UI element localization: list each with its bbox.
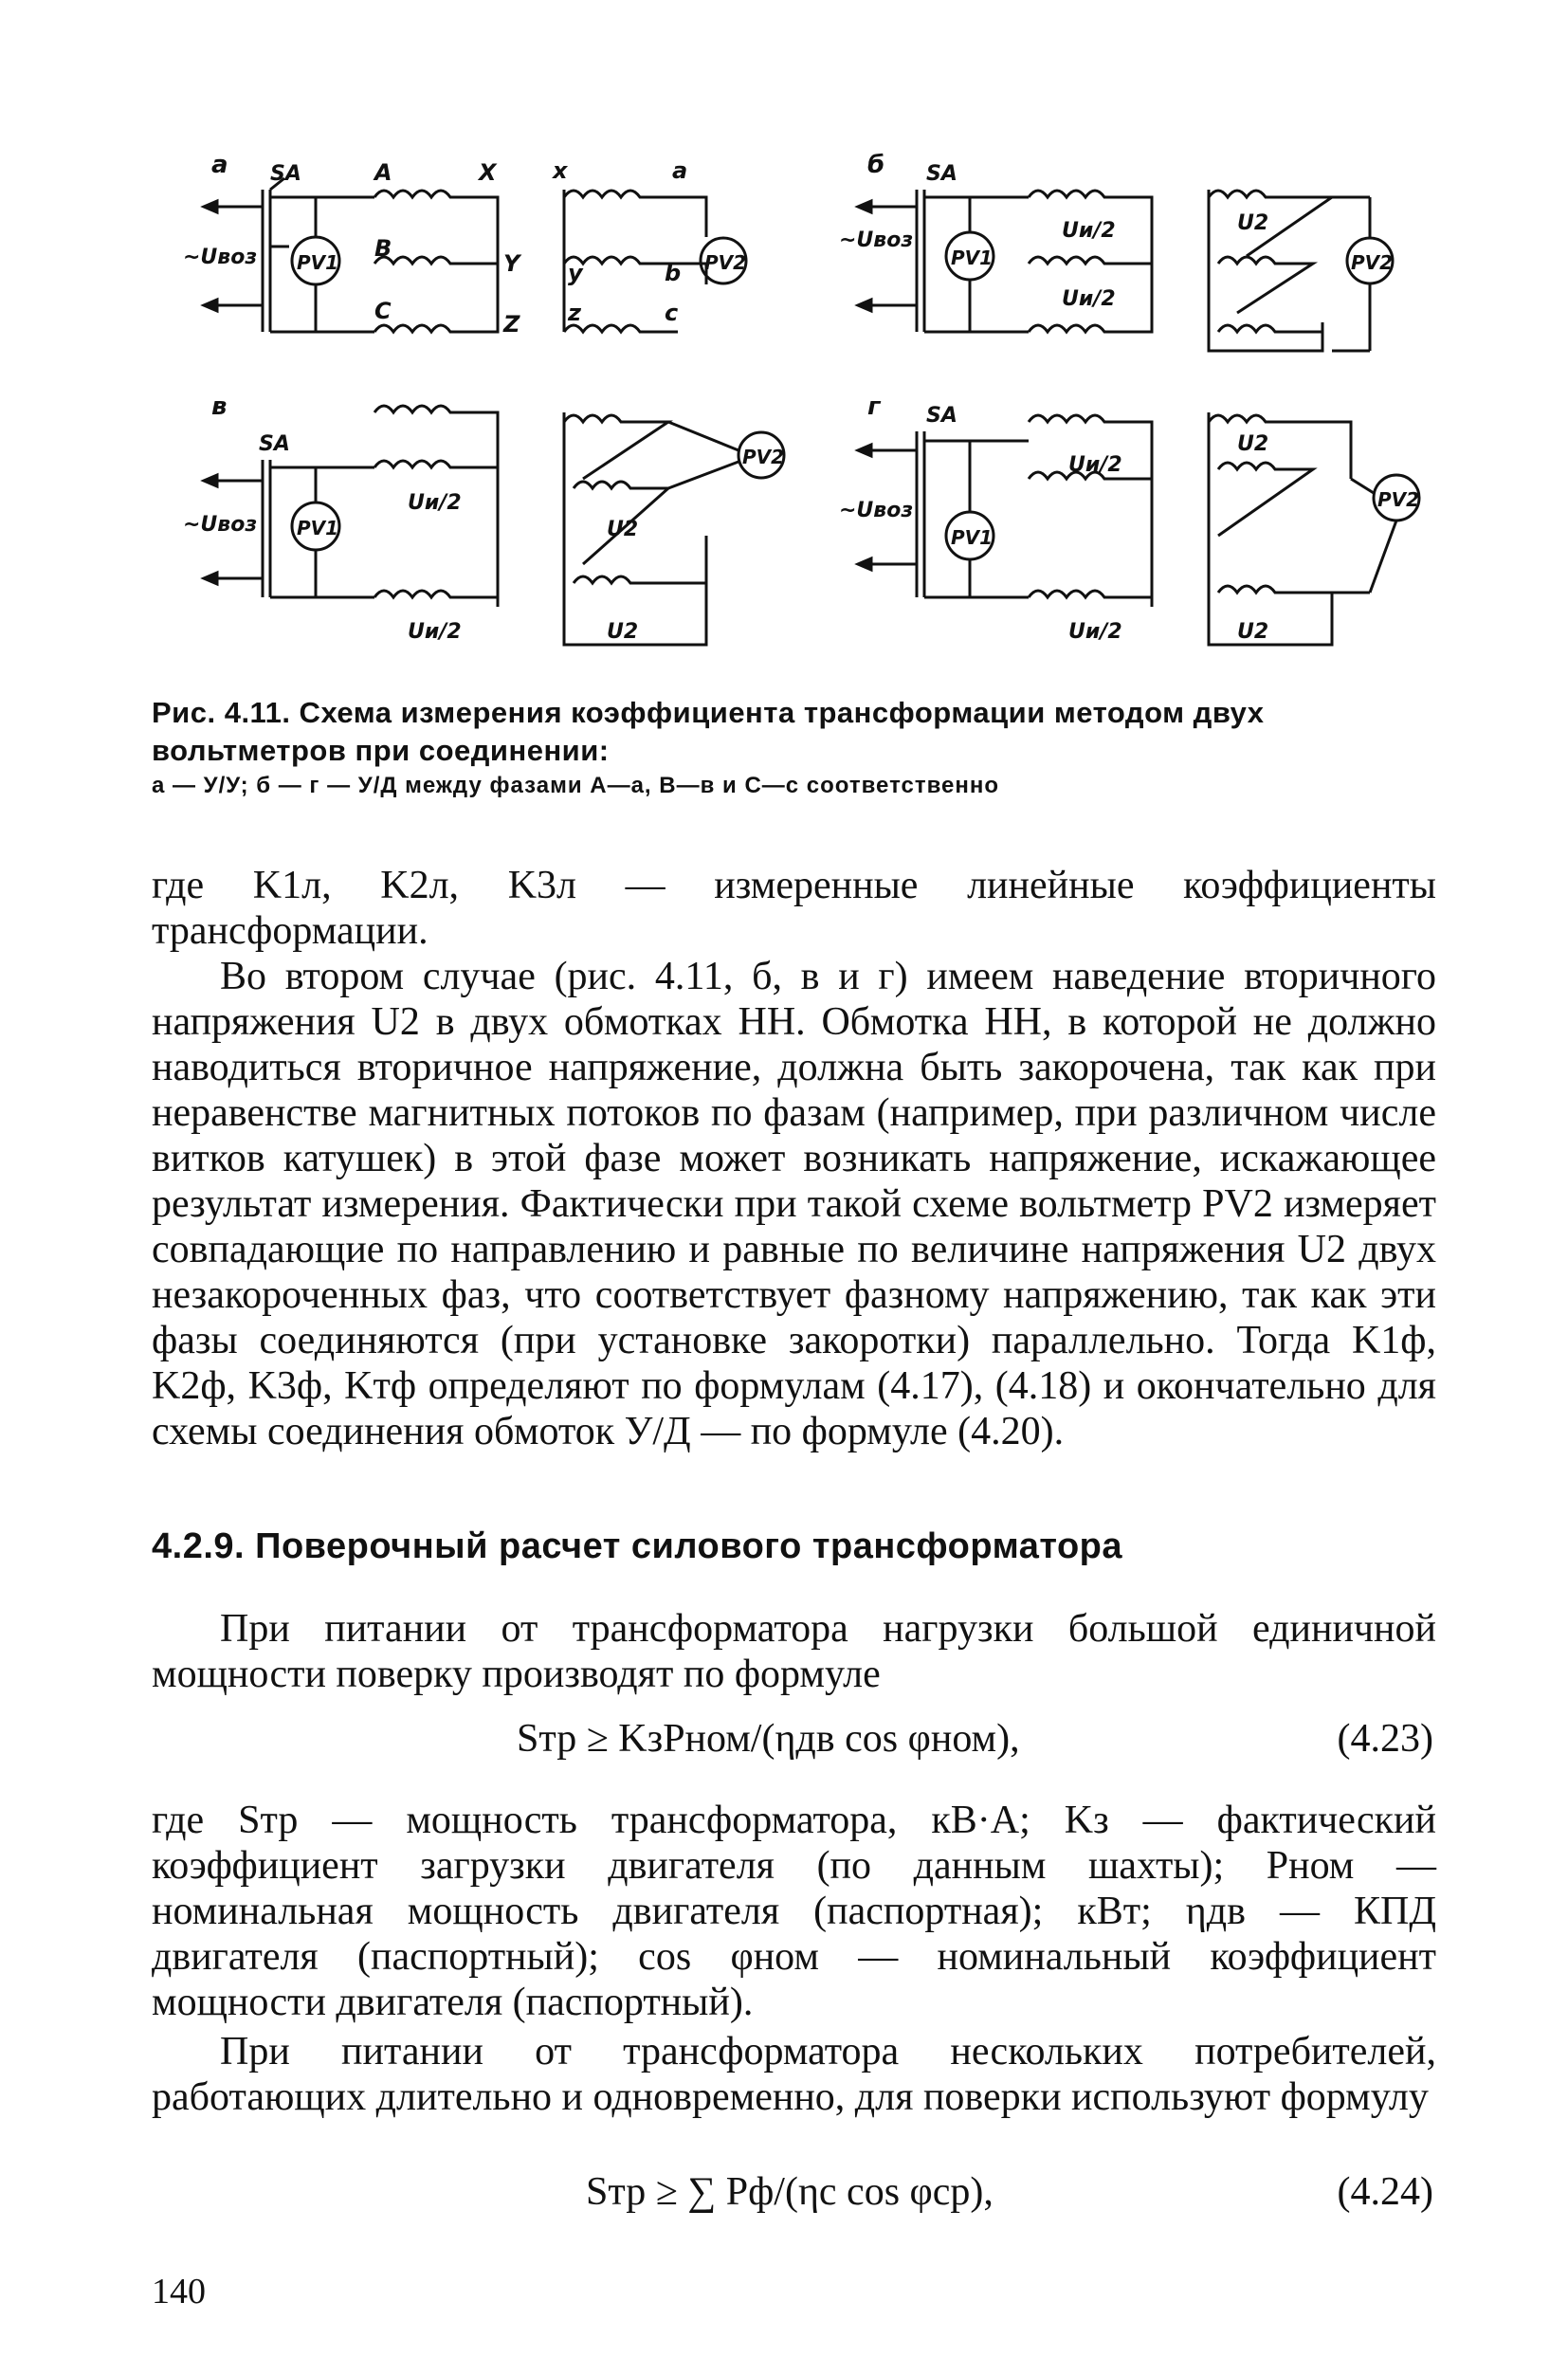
- figure-caption-legend: а — У/У; б — г — У/Д между фазами А—а, В—в и С—с соответственно: [152, 773, 1000, 798]
- panel-a: [183, 152, 746, 338]
- terminal-a: a: [672, 157, 688, 184]
- panel-g: [839, 393, 1419, 645]
- paragraph-1-block: [152, 863, 1436, 954]
- paragraph-3-block: [152, 1606, 1436, 1697]
- panel-b-switch-label: SA: [926, 162, 957, 186]
- formula-4-24: Sтр ≥ ∑ Pф/(ηc cos φср),: [586, 2170, 994, 2214]
- paragraph-5: При питании от трансформатора нескольких потребителей, работающих длительно и одновременно, для поверки используют формулу: [152, 2030, 1436, 2119]
- paragraph-2: Во втором случае (рис. 4.11, б, в и г) имеем наведение вторичного напряжения U2 в двух обмотках НН. Обмотка НН, в которой не должно наводиться вторичное напряжение, должна быть закорочена, так как при неравенстве магнитных потоков по фазам (например, при различном числе витков катушек) в этой фазе может возникать напряжение, искажающее результат измерения. Фактически при такой схеме вольтметр PV2 измеряет совпадающие по направлению и равные по величине напряжения U2 двух незакороченных фаз, что соответствует фазному напряжению, так как эти фазы соединяются (при установке закоротки) параллельно. Тогда K1ф, K2ф, K3ф, Kтф определяют по формулам (4.17), (4.18) и окончательно для схемы соединения обмоток У/Д — по формуле (4.20).: [152, 955, 1436, 1453]
- figure-caption: Рис. 4.11. Схема измерения коэффициента трансформации методом двух вольтметров при соединении:: [152, 696, 1265, 767]
- panel-g-lv-voltage-1: U2: [1237, 432, 1269, 456]
- paragraph-4: где Sтр — мощность трансформатора, кВ·А; Kз — фактический коэффициент загрузки двигателя (по данным шахты); Pном — номинальная мощность двигателя (паспортная); кВт; ηдв — КПД двигателя (паспортный); cos φном — номинальный коэффициент мощности двигателя (паспортный).: [152, 1799, 1436, 2024]
- equation-number-4-23: (4.23): [1337, 1717, 1433, 1761]
- panel-a-source: ~Uвоз: [183, 246, 258, 269]
- circuit-figure: [175, 152, 1446, 683]
- panel-v-source: ~Uвоз: [183, 513, 258, 537]
- terminal-c: c: [665, 300, 679, 326]
- page-number: 140: [152, 2272, 206, 2311]
- panel-b-lv-voltage: U2: [1237, 211, 1269, 235]
- panel-b-hv-voltage-2: Uи/2: [1062, 287, 1116, 311]
- panel-b: [839, 152, 1393, 351]
- panel-g-hv-voltage-2: Uи/2: [1068, 620, 1122, 644]
- paragraph-2-block: [152, 954, 1436, 1454]
- terminal-x: x: [553, 157, 568, 184]
- panel-v-hv-voltage-2: Uи/2: [408, 620, 462, 644]
- panel-a-pv1: PV1: [297, 251, 339, 274]
- terminal-B: B: [374, 235, 392, 262]
- panel-b-pv1: PV1: [951, 247, 994, 269]
- panel-a-switch-label: SA: [270, 162, 301, 186]
- terminal-y: y: [568, 260, 583, 286]
- equation-number-4-24: (4.24): [1337, 2170, 1433, 2214]
- panel-v-lv-voltage-1: U2: [607, 518, 639, 541]
- panel-g-letter: г: [867, 393, 881, 421]
- paragraph-4-block: [152, 1798, 1436, 2025]
- circuit-diagram: [175, 152, 1446, 683]
- paragraph-5-block: [152, 2029, 1436, 2120]
- terminal-b: b: [665, 260, 682, 286]
- panel-g-pv2: PV2: [1377, 488, 1420, 511]
- panel-b-hv-voltage-1: Uи/2: [1062, 219, 1116, 243]
- paragraph-3: При питании от трансформатора нагрузки большой единичной мощности поверку производят по формуле: [152, 1607, 1436, 1696]
- panel-v-hv-voltage-1: Uи/2: [408, 491, 462, 515]
- panel-g-source: ~Uвоз: [839, 499, 914, 522]
- panel-v-pv2: PV2: [742, 446, 785, 468]
- panel-b-source: ~Uвоз: [839, 228, 914, 252]
- terminal-C: C: [374, 298, 392, 324]
- terminal-Z: Z: [503, 311, 520, 338]
- section-heading: 4.2.9. Поверочный расчет силового трансформатора: [152, 1526, 1123, 1566]
- panel-g-pv1: PV1: [951, 526, 994, 549]
- terminal-A: A: [374, 159, 392, 186]
- panel-b-letter: б: [867, 152, 885, 179]
- terminal-Y: Y: [503, 250, 520, 277]
- panel-g-lv-voltage-2: U2: [1237, 620, 1269, 644]
- panel-v: [183, 393, 784, 645]
- panel-v-pv1: PV1: [297, 517, 339, 539]
- panel-v-letter: в: [211, 393, 228, 421]
- panel-b-pv2: PV2: [1351, 251, 1394, 274]
- panel-v-lv-voltage-2: U2: [607, 620, 639, 644]
- panel-a-pv2: PV2: [704, 251, 747, 274]
- formula-4-23: Sтр ≥ KзPном/(ηдв cos φном),: [517, 1717, 1020, 1761]
- paragraph-1: где K1л, K2л, K3л — измеренные линейные коэффициенты трансформации.: [152, 864, 1436, 953]
- panel-a-letter: а: [211, 152, 228, 179]
- terminal-z: z: [568, 300, 581, 326]
- terminal-X: X: [479, 159, 497, 186]
- panel-v-switch-label: SA: [259, 432, 290, 456]
- panel-g-hv-voltage-1: Uи/2: [1068, 453, 1122, 477]
- panel-g-switch-label: SA: [926, 404, 957, 428]
